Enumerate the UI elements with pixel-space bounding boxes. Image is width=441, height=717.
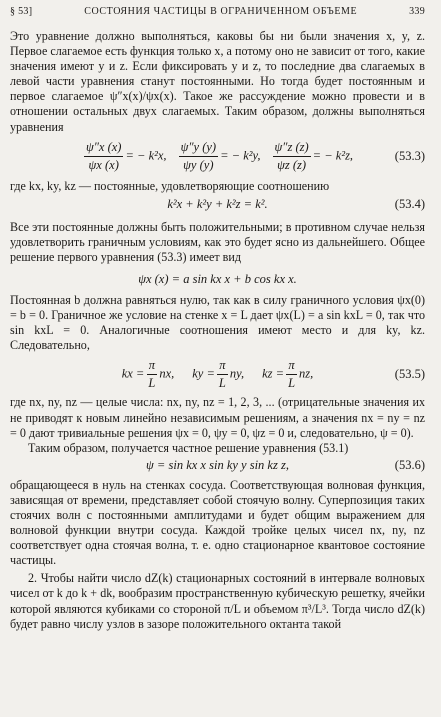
eq-53-5-a-num: π xyxy=(147,358,157,375)
page-number: 339 xyxy=(409,6,425,17)
eq-53-3-t3-rhs: = − k²z, xyxy=(312,148,354,163)
equation-53-6 xyxy=(10,456,425,476)
paragraph-7: обращающееся в нуль на стенках сосуда. Соответствующая волновая функция, зависящая от времени, представляет собой стоячую волну. Суперпозиция таких стоячих волн с постоянными амплитудами и будет общим выражением для волновой функции внутри сосуда. Каждой тройке целых чисел nx, ny, nz соответствует одна стоячая волна, т. е. одно стационарное квантовое состояние частицы. xyxy=(10,477,425,568)
eq-53-5-b-num: π xyxy=(217,358,227,375)
running-header xyxy=(10,0,425,26)
eq-53-3-t3-den: ψz (z) xyxy=(277,158,307,173)
eq-53-3-t2-den: ψy (y) xyxy=(183,158,214,173)
equation-53-5 xyxy=(10,353,425,395)
paragraph-6: Таким образом, получается частное решение уравнения (53.1) xyxy=(28,440,349,455)
paragraph-3: Все эти постоянные должны быть положительными; в противном случае нельзя удовлетворить граничным условиям, как это будет ясно из дальнейшего. Общее решение первого уравнения (53.3) имеет вид xyxy=(10,219,425,264)
eq-53-5-a-den: L xyxy=(148,375,156,390)
eq-53-5-c-lhs: kz = xyxy=(262,366,285,381)
eq-53-5-c-tail: nz, xyxy=(299,366,314,381)
eq-53-5-c-num: π xyxy=(286,358,296,375)
paragraph-8: 2. Чтобы найти число dZ(k) стационарных состояний в интервале волновых чисел от k до k + dk, вообразим пространственную кубическую решетку, ячейки которой являются кубиками со стороной π/L и объемом π³/L³. Тогда число dZ(k) будет равно числу узлов в зазоре положительного октанта такой xyxy=(10,571,425,631)
equation-general-solution xyxy=(10,265,425,293)
paragraph-2: где kx, ky, kz — постоянные, удовлетворяющие соотношению xyxy=(10,178,330,193)
paragraph-4: Постоянная b должна равняться нулю, так как в силу граничного условия ψx(0) = b = 0. Граничное же условие на стенке x = L дает ψx(L) = a sin kxL = 0, так что sin kxL = 0. Аналогичные соотношения имеют место и для ky, kz. Следовательно, xyxy=(10,293,425,353)
running-title: СОСТОЯНИЯ ЧАСТИЦЫ В ОГРАНИЧЕННОМ ОБЪЕМЕ xyxy=(84,6,358,17)
eq-53-3-t1-num: ψ″x (x) xyxy=(84,140,124,157)
eq-53-5-b-den: L xyxy=(218,375,226,390)
section-ref: § 53] xyxy=(10,6,33,17)
eq-53-4-body: k²x + k²y + k²z = k². xyxy=(167,197,268,212)
equation-number-53-5: (53.5) xyxy=(394,366,425,381)
eq-53-3-t2-rhs: = − k²y, xyxy=(220,148,261,163)
equation-53-4 xyxy=(10,194,425,216)
paragraph-1: Это уравнение должно выполняться, каковы бы ни были значения x, y, z. Первое слагаемое есть функция только x, а потому оно не зависит от того, какие значения имеют y и z. Если фиксировать y и z, то последние два слагаемых в левой части уравнения станут постоянными. Но тогда будет постоянным и первое слагаемое ψ″x(x)/ψx(x). Такое же рассуждение можно провести и в отношении остальных двух слагаемых. Таким образом, должны выполняться уравнения xyxy=(10,29,425,134)
eq-53-5-a-lhs: kx = xyxy=(121,366,145,381)
eq-53-5-b-tail: ny, xyxy=(229,366,245,381)
equation-53-3 xyxy=(10,135,425,179)
equation-number-53-3: (53.3) xyxy=(394,149,425,164)
paragraph-5: где nx, ny, nz — целые числа: nx, ny, nz = 1, 2, 3, ... (отрицательные значения их не приводят к новым линейно независимым решениям, а значения nx = ny = nz = 0 дают тривиальные решения ψx = 0, ψy = 0, ψz = 0 и, следовательно, ψ = 0). xyxy=(10,395,425,440)
equation-number-53-6: (53.6) xyxy=(394,458,425,473)
eq-53-3-t3-num: ψ″z (z) xyxy=(273,140,311,157)
eq-53-3-t1-rhs: = − k²x, xyxy=(125,148,167,163)
eq-53-3-t1-den: ψx (x) xyxy=(88,158,119,173)
eq-53-5-b-lhs: ky = xyxy=(192,366,215,381)
eq-53-3-t2-num: ψ″y (y) xyxy=(179,140,219,157)
eq-53-6-body: ψ = sin kx x sin ky y sin kz z, xyxy=(146,458,289,473)
equation-number-53-4: (53.4) xyxy=(394,197,425,212)
eq-53-5-c-den: L xyxy=(288,375,296,390)
eq-general-body: ψx (x) = a sin kx x + b cos kx x. xyxy=(138,271,297,286)
eq-53-5-a-tail: nx, xyxy=(159,366,175,381)
